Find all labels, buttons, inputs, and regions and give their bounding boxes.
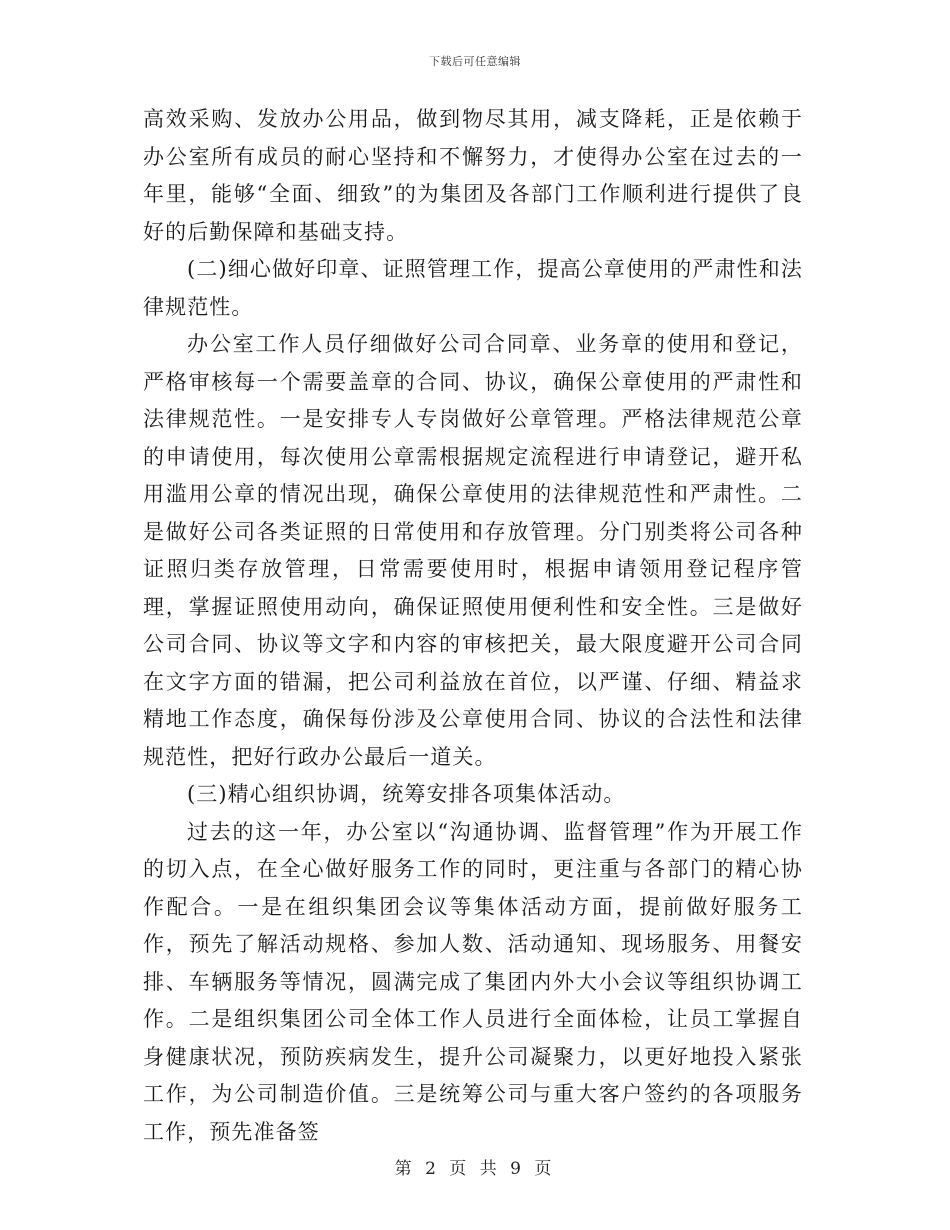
document-body bbox=[143, 101, 803, 1151]
page-header: 下载后可任意编辑 bbox=[429, 55, 521, 68]
page-number: 第 2 页 共 9 页 bbox=[394, 1159, 556, 1179]
paragraph-1: 高效采购、发放办公用品，做到物尽其用，减支降耗，正是依赖于办公室所有成员的耐心坚持和不懈努力，才使得办公室在过去的一年里，能够“全面、细致”的为集团及各部门工作顺利进行提供了良好的后勤保障和基础支持。 bbox=[143, 107, 803, 244]
paragraph-3: 办公室工作人员仔细做好公司合同章、业务章的使用和登记，严格审核每一个需要盖章的合同、协议，确保公章使用的严肃性和法律规范性。一是安排专人专岗做好公章管理。严格法律规范公章的申请使用，每次使用公章需根据规定流程进行申请登记，避开私用滥用公章的情况出现，确保公章使用的法律规范性和严肃性。二是做好公司各类证照的日常使用和存放管理。分门别类将公司各种证照归类存放管理，日常需要使用时，根据申请领用登记程序管理，掌握证照使用动向，确保证照使用便利性和安全性。三是做好公司合同、协议等文字和内容的审核把关，最大限度避开公司合同在文字方面的错漏，把公司利益放在首位，以严谨、仔细、精益求精地工作态度，确保每份涉及公章使用合同、协议的合法性和法律规范性，把好行政办公最后一道关。 bbox=[143, 332, 803, 769]
paragraph-2-heading: (二)细心做好印章、证照管理工作，提高公章使用的严肃性和法律规范性。 bbox=[143, 257, 803, 319]
paragraph-4-heading: (三)精心组织协调，统筹安排各项集体活动。 bbox=[187, 782, 626, 806]
paragraph-5: 过去的这一年，办公室以“沟通协调、监督管理”作为开展工作的切入点，在全心做好服务工作的同时，更注重与各部门的精心协作配合。一是在组织集团会议等集体活动方面，提前做好服务工作，预先了解活动规格、参加人数、活动通知、现场服务、用餐安排、车辆服务等情况，圆满完成了集团内外大小会议等组织协调工作。二是组织集团公司全体工作人员进行全面体检，让员工掌握自身健康状况，预防疾病发生，提升公司凝聚力，以更好地投入紧张工作，为公司制造价值。三是统筹公司与重大客户签约的各项服务工作，预先准备签 bbox=[143, 819, 803, 1144]
